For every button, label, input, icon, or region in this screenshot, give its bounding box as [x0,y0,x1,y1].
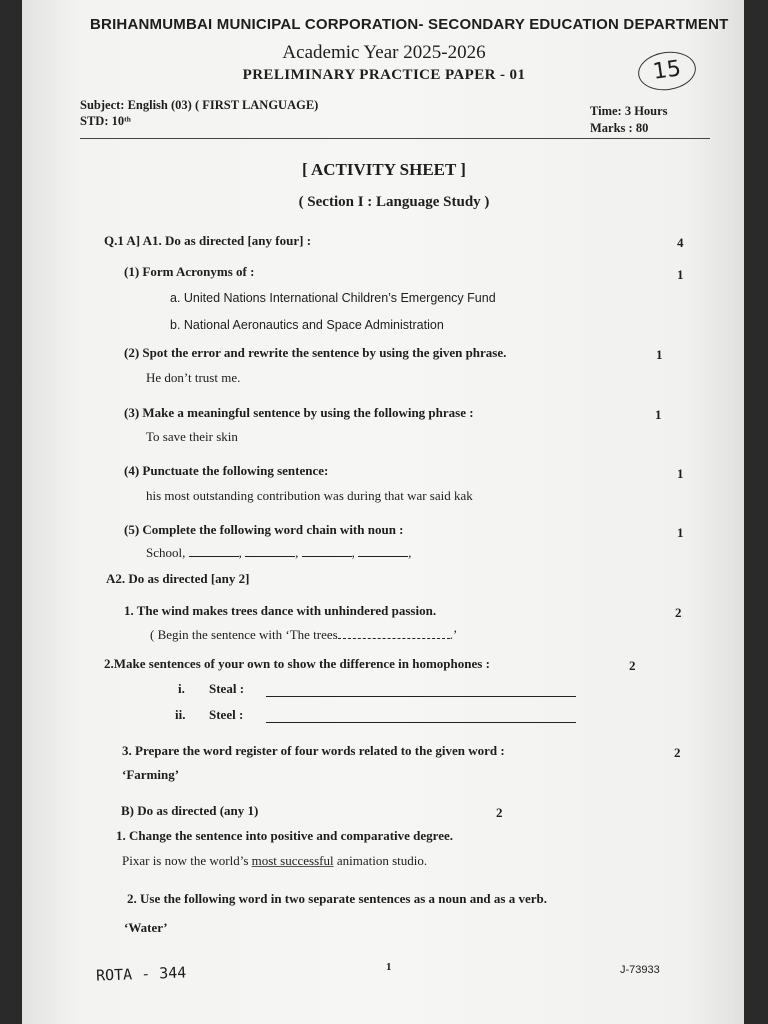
q1-item1-label: (1) Form Acronyms of : [124,264,255,279]
a2-q1-blank[interactable] [338,627,450,639]
word-chain-blank-1[interactable] [189,545,239,557]
homophone-2-num: ii. [175,707,186,722]
b-q2-word: ‘Water’ [124,920,168,935]
q1-item2-label: (2) Spot the error and rewrite the sentence by using the given phrase. [124,345,507,360]
a2-heading: A2. Do as directed [any 2] [106,571,250,586]
std-line: STD: 10ᵗʰ [80,114,131,128]
q1-item5-label: (5) Complete the following word chain with noun : [124,522,404,537]
a2-q3-label: 3. Prepare the word register of four words related to the given word : [122,743,505,758]
a2-q1-marks: 2 [675,605,682,620]
b-marks: 2 [496,805,503,820]
b-q1-label: 1. Change the sentence into positive and comparative degree. [116,828,454,843]
word-chain-start: School, [146,545,186,560]
b-q1-text-before: Pixar is now the world’s [122,853,252,868]
a2-q1-hint [150,627,457,643]
page-number: 1 [386,961,392,973]
homophone-1-word: Steal : [209,681,245,696]
word-chain-blank-4[interactable] [358,545,408,557]
q1-item1-sub-b: b. National Aeronautics and Space Administration [170,318,444,332]
homophone-2-answer-line[interactable] [266,722,576,723]
b-q2-label: 2. Use the following word in two separate sentences as a noun and as a verb. [127,891,547,906]
a2-q2-marks: 2 [629,658,636,673]
q1-item1-sub-a: a. United Nations International Children’s Emergency Fund [170,291,496,305]
q1-item4-label: (4) Punctuate the following sentence: [124,463,329,478]
b-q1-text-after: animation studio. [333,853,428,868]
q1-marks: 4 [677,235,684,250]
paper-sheet [22,0,744,1024]
q1-item2-marks: 1 [656,347,663,362]
q1-item1-marks: 1 [677,267,684,282]
q1-item3-marks: 1 [655,407,662,422]
handwritten-circled-number: 15 [636,48,699,94]
q1-item5-wordchain: School, , , , , [146,545,412,560]
a2-q2-label: 2.Make sentences of your own to show the difference in homophones : [104,656,490,671]
paper-title: PRELIMINARY PRACTICE PAPER - 01 [242,67,526,83]
header-divider [80,138,710,139]
handwritten-footer-code: ROTA - 344 [95,963,187,985]
b-q1-text-underlined: most successful [251,853,334,868]
time-line: Time: 3 Hours [590,104,668,118]
a2-q3-word: ‘Farming’ [122,767,180,782]
q1-item2-text: He don’t trust me. [146,370,241,385]
subject-line: Subject: English (03) ( FIRST LANGUAGE) [80,98,319,112]
homophone-1-answer-line[interactable] [266,696,576,697]
footer-code: J-73933 [620,964,660,976]
a2-q1-hint-end: .’ [449,627,458,642]
q1-item3-text: To save their skin [146,429,238,444]
activity-sheet-title: [ ACTIVITY SHEET ] [302,160,466,179]
q1-heading: Q.1 A] A1. Do as directed [any four] : [104,233,312,248]
a2-q3-marks: 2 [674,745,681,760]
q1-item5-marks: 1 [677,525,684,540]
q1-item3-label: (3) Make a meaningful sentence by using the following phrase : [124,405,474,420]
word-chain-blank-3[interactable] [302,545,352,557]
marks-line: Marks : 80 [590,121,649,135]
b-q1-text [122,853,427,869]
a2-q1-label: 1. The wind makes trees dance with unhindered passion. [124,603,437,618]
q1-item4-marks: 1 [677,466,684,481]
word-chain-blank-2[interactable] [245,545,295,557]
organization-header: BRIHANMUMBAI MUNICIPAL CORPORATION- SECONDARY EDUCATION DEPARTMENT [90,16,729,33]
b-heading: B) Do as directed (any 1) [121,803,259,818]
q1-item4-text: his most outstanding contribution was during that war said kak [146,488,473,503]
a2-q1-hint-text: ( Begin the sentence with ‘The trees [150,627,338,642]
homophone-2-word: Steel : [209,707,244,722]
section-title: ( Section I : Language Study ) [298,194,490,210]
academic-year: Academic Year 2025-2026 [282,42,486,63]
homophone-1-num: i. [178,681,185,696]
